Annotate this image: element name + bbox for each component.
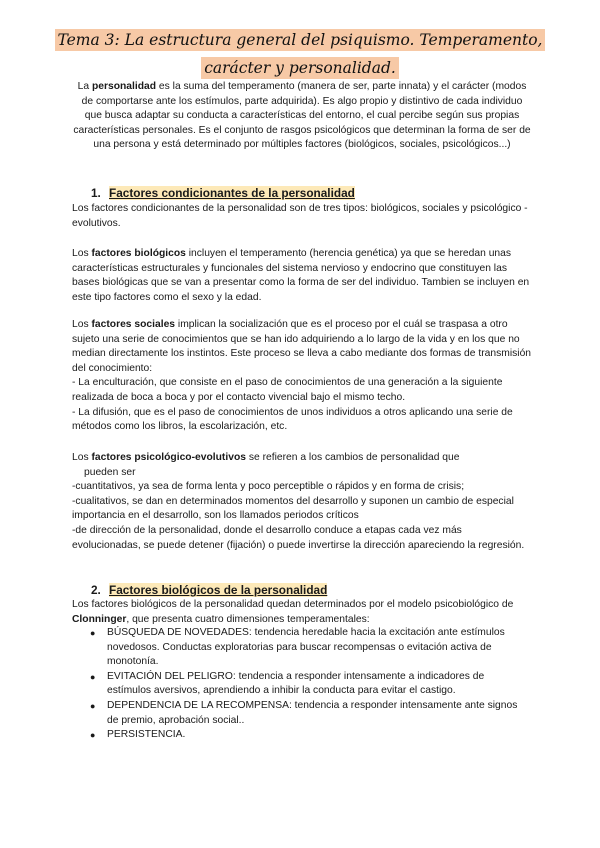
list-item: ● DEPENDENCIA DE LA RECOMPENSA: tendencia a responder intensamente ante signos de premio, aprobación social.. (90, 699, 518, 726)
social-factors-paragraph: Los factores sociales implican la socialización que es el proceso por el cuál se traspasa a otro sujeto una serie de conocimientos que se han ido adquiriendo a lo largo de la vida y en los que no median directamente los instintos. Este proceso se lleva a cabo mediante dos formas de transmisión del conocimiento: (72, 319, 532, 374)
bullet-icon: ● (90, 730, 96, 741)
section-1-heading: 1. Factores condicionantes de la personalidad (91, 186, 355, 200)
social-item-enculturation: - La enculturación, que consiste en el paso de conocimientos de una generación a la siguiente realizada de boca a boca y por el contacto vivencial bajo el mismo techo. (72, 377, 503, 403)
psico-item-qualitative: -cualitativos, se dan en determinados momentos del desarrollo y suponen un cambio de especial importancia en el desarrollo, son los llamados periodos críticos (72, 495, 514, 522)
psico-item-quantitative: -cuantitativos, ya sea de forma lenta y poco perceptible o rápidos y en forma de crisis; (72, 481, 465, 493)
document-title (0, 26, 600, 82)
section-1-intro: Los factores condicionantes de la personalidad son de tres tipos: biológicos, sociales y psicológico -evolutivos. (72, 203, 528, 229)
bullet-icon: ● (90, 700, 96, 711)
list-item: ● EVITACIÓN DEL PELIGRO: tendencia a responder intensamente a indicadores de estímulos aversivos, aprendiendo a inhibir la conducta para evitar el castigo. (90, 670, 485, 697)
bullet-icon: ● (90, 628, 96, 638)
psico-item-direction: -de dirección de la personalidad, donde el desarrollo conduce a etapas cada vez más evolucionadas, se puede detener (fijación) o puede invertirse la dirección apareciendo la regresión. (72, 524, 525, 551)
intro-bold-term: personalidad (91, 81, 157, 92)
intro-paragraph: La personalidad es la suma del temperamento (manera de ser, parte innata) y el carácter (modos de comportarse ante los estímulos, parte adquirida). Es algo propio y distintivo de cada individuo que busca adaptar su conducta a características del entorno, el cual percibe según sus propias características personales. Es el conjunto de rasgos psicológicos que determinan la forma de ser de una persona y está determinado por múltiples factores (biológicos, sociales, psicológicos...) (73, 81, 531, 151)
section-2-intro: Los factores biológicos de la personalidad quedan determinados por el modelo psicobiológico de Clonninger, que presenta cuatro dimensiones temperamentales: (72, 599, 514, 625)
social-item-diffusion: - La difusión, que es el paso de conocimientos de unos individuos a otros aplicando una serie de métodos como los libros, la escolarización, etc. (72, 406, 513, 433)
title-line-1: Tema 3: La estructura general del psiquismo. Temperamento, (0, 26, 600, 54)
temperament-dimensions-list (90, 626, 530, 743)
psico-factors-block (72, 451, 532, 553)
list-item: ● PERSISTENCIA. (90, 728, 530, 743)
psico-factors-continued: pueden ser (84, 466, 136, 478)
psico-factors-paragraph: Los factores psicológico-evolutivos se refieren a los cambios de personalidad que (72, 452, 460, 463)
list-item: ● BÚSQUEDA DE NOVEDADES: tendencia heredable hacia la excitación ante estímulos novedosos. Conductas exploratorias para buscar recompensas o evitación activa de monotonía. (90, 627, 505, 668)
section-2-heading: 2. Factores biológicos de la personalidad (91, 583, 328, 597)
title-line-2: carácter y personalidad. (0, 54, 600, 82)
bullet-icon: ● (90, 671, 96, 682)
social-factors-block (72, 318, 532, 435)
bio-factors-paragraph: Los factores biológicos incluyen el temperamento (herencia genética) ya que se heredan unas características estructurales y funcionales del sistema nervioso y endocrino que constituyen las bases biológicas que se van a presentar como la forma de ser del individuo. Tambien se incluyen en este tipo factores como el sexo y la edad. (72, 248, 530, 303)
